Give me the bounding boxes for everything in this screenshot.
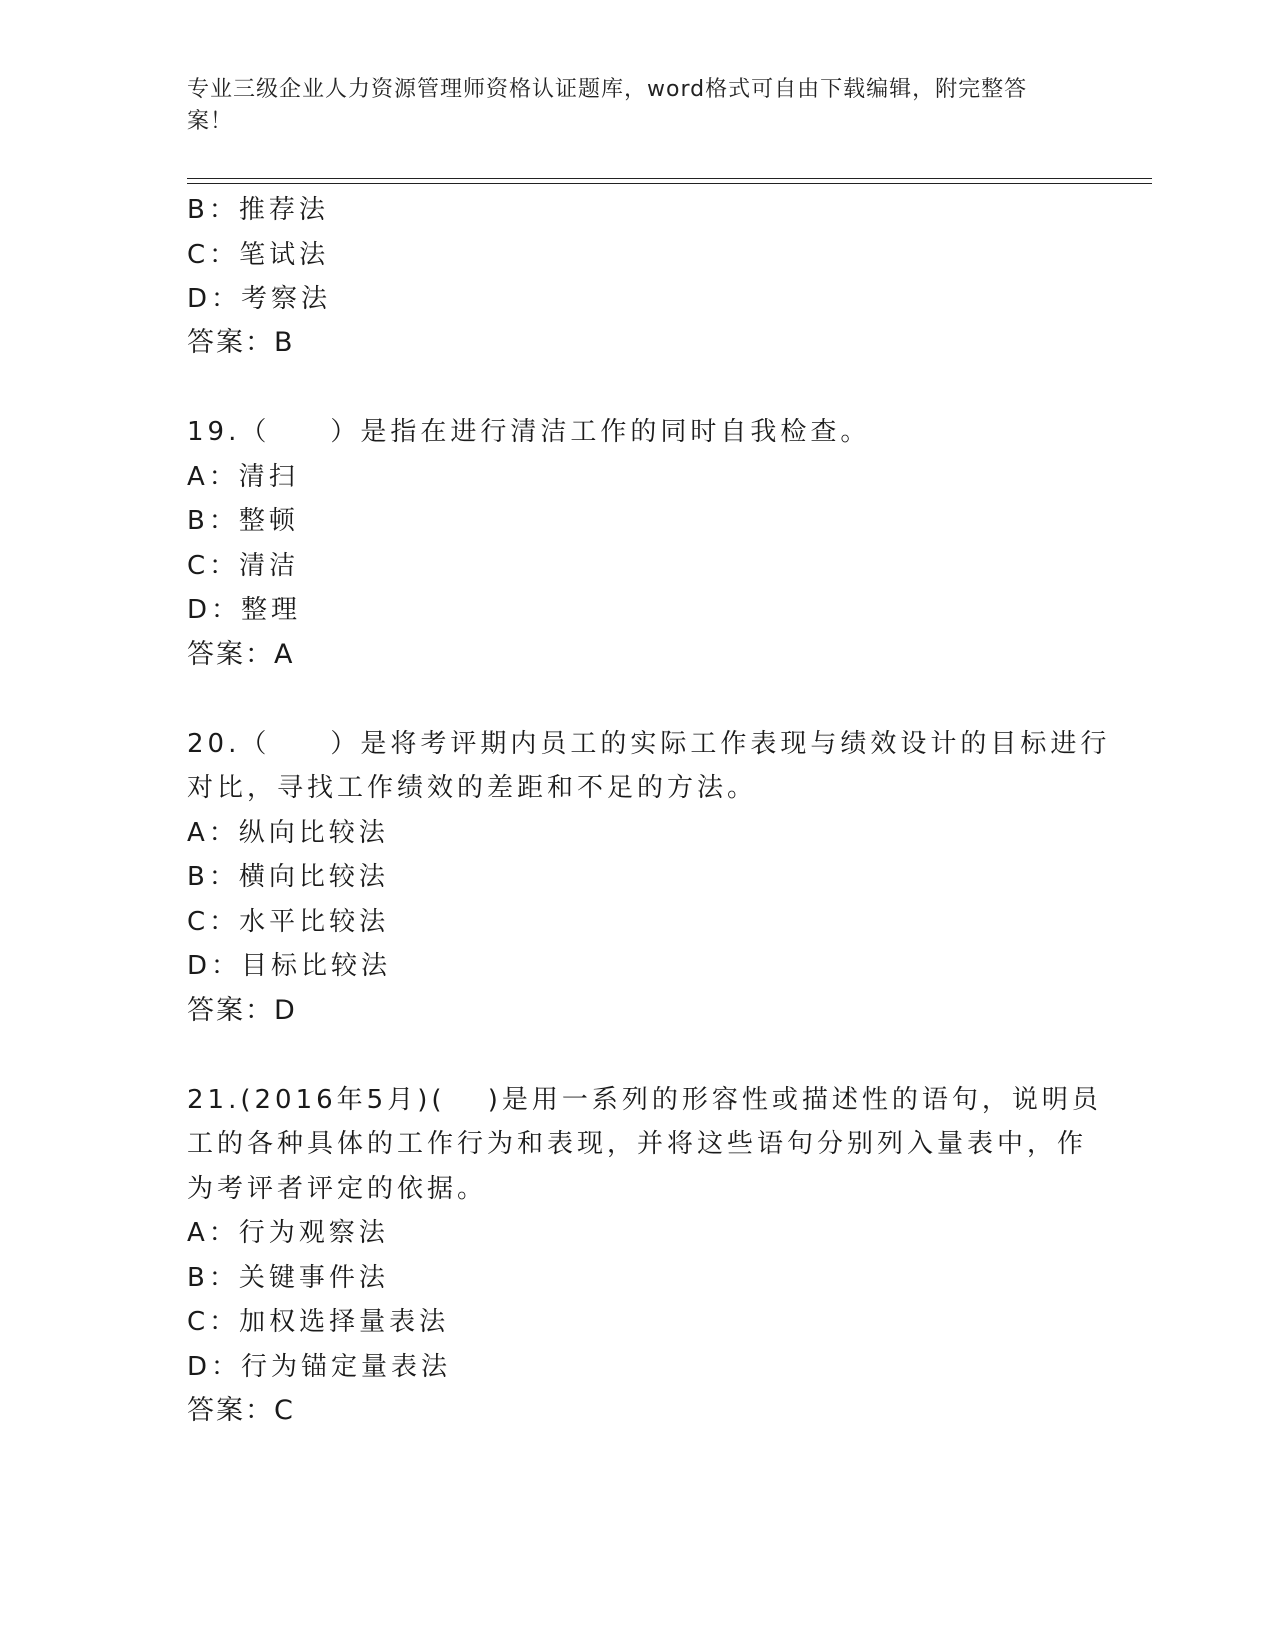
option-text: B：整顿: [187, 506, 299, 536]
option-text: C：加权选择量表法: [187, 1307, 450, 1337]
header-divider-secondary: [187, 183, 1152, 184]
question-stem: 对比，寻找工作绩效的差距和不足的方法。: [187, 773, 758, 803]
option-text: D：整理: [187, 595, 302, 625]
option-text: D：目标比较法: [187, 951, 392, 981]
option-text: D：行为锚定量表法: [187, 1352, 452, 1382]
option-text: B：推荐法: [187, 195, 329, 225]
header-divider: [187, 178, 1152, 179]
option-text: B：横向比较法: [187, 862, 389, 892]
option-text: A：清扫: [187, 462, 299, 492]
option-text: A：纵向比较法: [187, 818, 389, 848]
document-header: 专业三级企业人力资源管理师资格认证题库，word格式可自由下载编辑，附完整答案！: [187, 77, 1028, 134]
option-text: C：笔试法: [187, 240, 330, 270]
question-stem: 19.（ ）是指在进行清洁工作的同时自我检查。: [187, 417, 871, 447]
option-text: B：关键事件法: [187, 1263, 389, 1293]
question-stem: 工的各种具体的工作行为和表现，并将这些语句分别列入量表中，作: [187, 1129, 1088, 1159]
answer-text: 答案：D: [187, 995, 297, 1026]
answer-text: 答案：B: [187, 327, 295, 358]
answer-text: 答案：C: [187, 1395, 295, 1426]
option-text: A：行为观察法: [187, 1218, 389, 1248]
question-stem: 20.（ ）是将考评期内员工的实际工作表现与绩效设计的目标进行: [187, 729, 1111, 759]
answer-text: 答案：A: [187, 639, 295, 670]
option-text: C：水平比较法: [187, 907, 390, 937]
option-text: D：考察法: [187, 284, 332, 314]
question-stem: 为考评者评定的依据。: [187, 1174, 488, 1204]
option-text: C：清洁: [187, 551, 300, 581]
question-stem: 21.(2016年5月)( )是用一系列的形容性或描述性的语句，说明员: [187, 1085, 1102, 1115]
